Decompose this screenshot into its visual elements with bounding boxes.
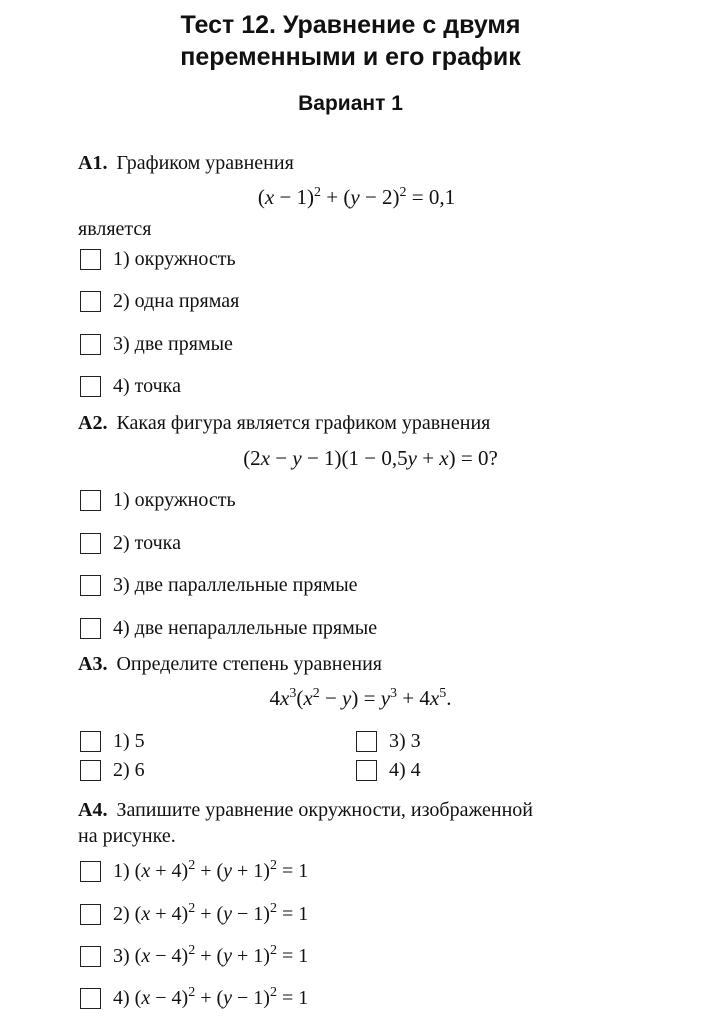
question-a1 (78, 150, 294, 176)
option-number: 3) (113, 944, 130, 967)
option-number: 2) (113, 902, 130, 925)
option-label: 3) две параллельные прямые (113, 573, 358, 596)
a4-option-2[interactable] (80, 901, 308, 927)
option-label: 1) окружность (113, 488, 236, 511)
question-a3-text: Определите степень уравнения (116, 653, 382, 675)
option-label: 1) окружность (113, 247, 236, 270)
checkbox[interactable] (80, 249, 101, 270)
checkbox[interactable] (80, 575, 101, 596)
formula-a1: $(x - 1)^2 + (y - 2)^2 = 0,1$ (257, 185, 456, 209)
option-formula: $(x - 4)^2 + (y - 1)^2 = 1$ (129, 984, 309, 1009)
a1-option-1[interactable] (80, 246, 236, 272)
question-a2-text: Какая фигура является графиком уравнения (116, 412, 491, 434)
a1-option-2[interactable] (80, 288, 239, 314)
option-label: 3) 3 (389, 729, 421, 752)
question-a4-number: A4. (78, 799, 108, 821)
a1-option-3[interactable] (80, 331, 233, 357)
question-a3-number: A3. (78, 653, 108, 675)
checkbox[interactable] (356, 760, 377, 781)
option-formula: $(x - 4)^2 + (y + 1)^2 = 1$ (129, 942, 309, 967)
option-label: 4) две непараллельные прямые (113, 616, 378, 639)
test-title-line2: переменными и его график (180, 43, 521, 71)
option-number: 4) (113, 986, 130, 1009)
option-label: 2) 6 (113, 758, 145, 781)
checkbox[interactable] (80, 988, 101, 1009)
a3-option-4[interactable] (356, 757, 421, 783)
option-number: 1) (113, 859, 130, 882)
checkbox[interactable] (80, 490, 101, 511)
option-label: 1) 5 (113, 729, 145, 752)
a2-option-1[interactable] (80, 487, 236, 513)
a2-option-2[interactable] (80, 530, 181, 556)
checkbox[interactable] (356, 731, 377, 752)
checkbox[interactable] (80, 291, 101, 312)
a4-option-4[interactable] (80, 985, 308, 1011)
a4-option-3[interactable] (80, 943, 308, 969)
checkbox[interactable] (80, 533, 101, 554)
formula-a2: (2x − y − 1)(1 − 0,5y + x) = 0? (243, 446, 498, 470)
checkbox[interactable] (80, 760, 101, 781)
checkbox[interactable] (80, 861, 101, 882)
checkbox[interactable] (80, 731, 101, 752)
question-a3 (78, 651, 382, 677)
question-a4-text-line1: Запишите уравнение окружности, изображенной (116, 799, 534, 821)
option-formula: $(x + 4)^2 + (y + 1)^2 = 1$ (129, 857, 309, 882)
option-formula: $(x + 4)^2 + (y - 1)^2 = 1$ (129, 900, 309, 925)
option-label: 2) точка (113, 531, 181, 554)
question-a1-number: A1. (78, 152, 108, 174)
question-a4 (78, 797, 533, 823)
question-a1-after: является (78, 218, 152, 240)
a4-option-1[interactable] (80, 858, 308, 884)
a3-option-1[interactable] (80, 728, 145, 754)
formula-a3: $4x^3(x^2 - y) = y^3 + 4x^5$. (269, 686, 452, 710)
checkbox[interactable] (80, 904, 101, 925)
question-a2 (78, 410, 490, 436)
variant-heading: Вариант 1 (298, 92, 403, 115)
checkbox[interactable] (80, 334, 101, 355)
a3-option-2[interactable] (80, 757, 145, 783)
question-a2-number: A2. (78, 412, 108, 434)
option-label: 2) одна прямая (113, 289, 240, 312)
option-label: 3) две прямые (113, 332, 233, 355)
question-a4-text-line2: на рисунке. (78, 825, 176, 847)
checkbox[interactable] (80, 946, 101, 967)
option-label: 4) точка (113, 374, 181, 397)
a3-option-3[interactable] (356, 728, 421, 754)
a2-option-3[interactable] (80, 572, 358, 598)
a1-option-4[interactable] (80, 373, 181, 399)
a2-option-4[interactable] (80, 615, 377, 641)
test-title-line1: Тест 12. Уравнение с двумя (180, 11, 521, 39)
checkbox[interactable] (80, 618, 101, 639)
question-a1-text: Графиком уравнения (116, 152, 294, 174)
checkbox[interactable] (80, 376, 101, 397)
option-label: 4) 4 (389, 758, 421, 781)
